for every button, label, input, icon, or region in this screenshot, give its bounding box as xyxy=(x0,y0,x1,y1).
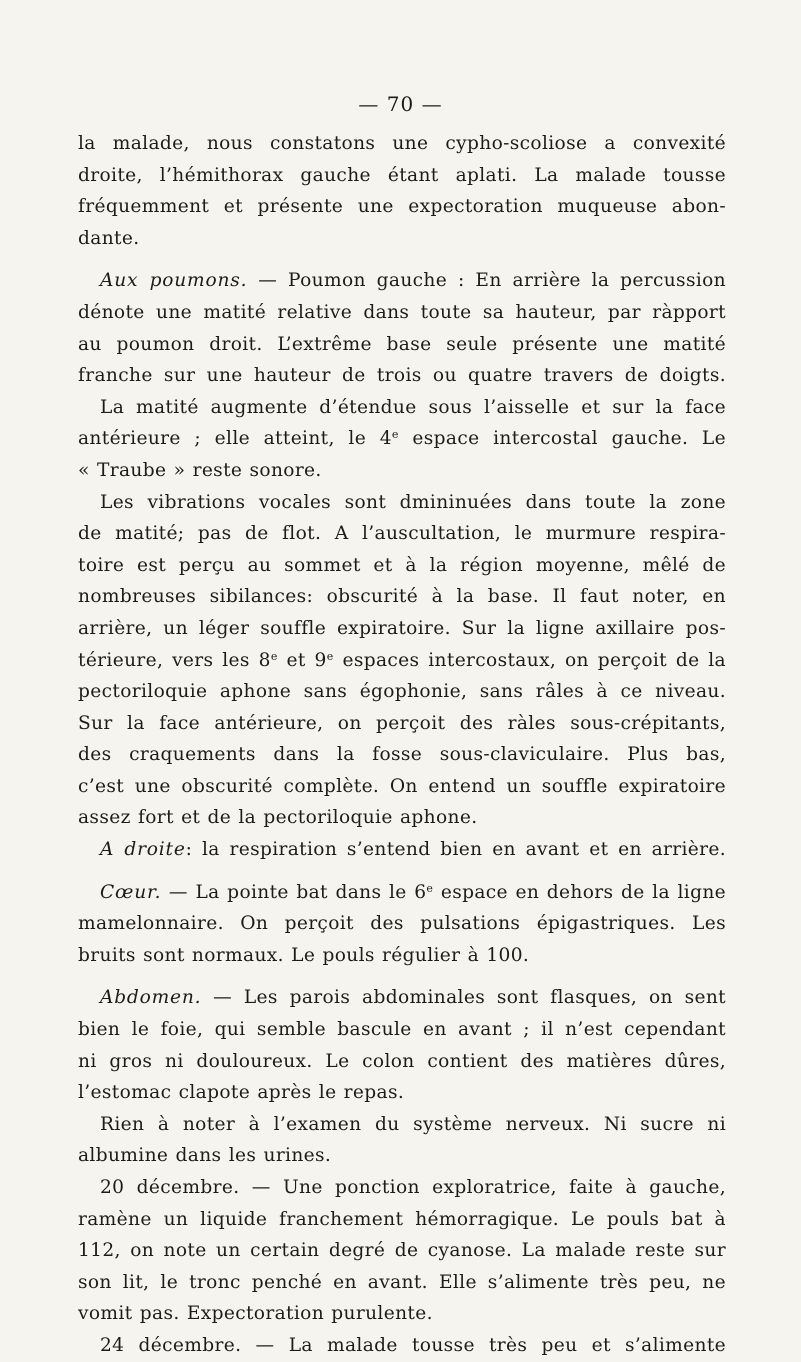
text-line: bruits sont normaux. Le pouls régulier à 100. xyxy=(78,944,530,966)
text-line: la malade, nous constatons une cypho-scoliose a convexité xyxy=(78,133,726,154)
text-fragment: espaces intercostaux, on perçoit de la xyxy=(333,649,726,671)
text-line: au poumon droit. L’extrême base seule présente une matité xyxy=(78,333,726,355)
text-line: de matité; pas de flot. A l’auscultation, le murmure respira- xyxy=(78,523,726,545)
text-line: 20 décembre. — Une ponction exploratrice, faite à gauche, xyxy=(100,1177,726,1198)
text-line: albumine dans les urines. xyxy=(78,1145,332,1167)
text-line: 112, on note un certain degré de cyanose. La malade reste sur xyxy=(78,1240,726,1262)
text-line: l’estomac clapote après le repas. xyxy=(78,1082,405,1104)
text-line: c’est une obscurité complète. On entend un souffle expiratoire xyxy=(78,775,726,797)
text-fragment: — La pointe bat dans le 6 xyxy=(161,881,427,903)
text-line: arrière, un léger souffle expiratoire. Sur la ligne axillaire pos- xyxy=(78,617,726,639)
body-text xyxy=(78,128,726,1362)
text-fragment: — Poumon gauche : En arrière la percussion xyxy=(258,270,727,292)
section-line-coeur xyxy=(78,877,726,909)
text-line: Les vibrations vocales sont dmininuées dans toute la zone xyxy=(100,491,726,513)
text-line: fréquemment et présente une expectoration muqueuse abon- xyxy=(78,196,726,218)
text-line: toire est perçu au sommet et à la région moyenne, mêlé de xyxy=(78,554,726,576)
section-line-poumons xyxy=(78,265,726,297)
text-line: des craquements dans la fosse sous-claviculaire. Plus bas, xyxy=(78,744,726,766)
text-line: assez fort et de la pectoriloquie aphone. xyxy=(78,807,478,829)
text-fragment: : la respiration s’entend bien en avant et en arrière. xyxy=(185,839,726,861)
text-fragment: espace intercostal gauche. Le xyxy=(398,428,726,450)
superscript: e xyxy=(426,881,434,895)
superscript: e xyxy=(326,649,334,663)
text-fragment: et 9 xyxy=(277,649,327,671)
text-line: Sur la face antérieure, on perçoit des ràles sous-crépitants, xyxy=(78,712,726,734)
text-line xyxy=(78,423,726,455)
text-line: mamelonnaire. On perçoit des pulsations épigastriques. Les xyxy=(78,913,726,935)
superscript: e xyxy=(391,428,399,442)
text-line: dante. xyxy=(78,227,140,249)
text-fragment: térieure, vers les 8 xyxy=(78,649,271,671)
text-line: « Traube » reste sonore. xyxy=(78,459,322,481)
text-line: dénote une matité relative dans toute sa hauteur, par ràpport xyxy=(78,301,726,323)
text-line: son lit, le tronc penché en avant. Elle s’alimente très peu, ne xyxy=(78,1271,726,1293)
text-fragment: antérieure ; elle atteint, le 4 xyxy=(78,428,392,450)
text-line: ni gros ni douloureux. Le colon contient des matières dûres, xyxy=(78,1050,726,1072)
paragraph-gap xyxy=(78,971,726,982)
page-number: — 70 — xyxy=(358,92,443,116)
section-line-droite xyxy=(78,834,726,866)
text-line: ramène un liquide franchement hémorragique. Le pouls bat à xyxy=(78,1208,726,1230)
superscript: e xyxy=(270,649,278,663)
text-line: franche sur une hauteur de trois ou quatre travers de doigts. xyxy=(78,365,726,387)
text-line: vomit pas. Expectoration purulente. xyxy=(78,1303,433,1325)
text-line: La matité augmente d’étendue sous l’aisselle et sur la face xyxy=(100,396,726,418)
paragraph-gap xyxy=(78,866,726,877)
text-line: Rien à noter à l’examen du système nerveux. Ni sucre ni xyxy=(100,1113,726,1135)
heading-aux-poumons: Aux poumons. xyxy=(100,270,248,292)
text-fragment: espace en dehors de la ligne xyxy=(433,881,726,903)
text-line xyxy=(78,645,726,677)
paragraph-gap xyxy=(78,254,726,265)
text-line: nombreuses sibilances: obscurité à la base. Il faut noter, en xyxy=(78,586,726,608)
heading-coeur: Cœur. xyxy=(100,881,162,903)
text-line: droite, l’hémithorax gauche étant aplati. La malade tousse xyxy=(78,164,726,186)
section-line-abdomen xyxy=(78,982,726,1014)
text-line: 24 décembre. — La malade tousse très peu et s’alimente xyxy=(100,1334,726,1356)
text-fragment: — Les parois abdominales sont flasques, on sent xyxy=(201,987,726,1009)
heading-a-droite: A droite xyxy=(100,839,186,861)
text-line: bien le foie, qui semble bascule en avant ; il n’est cependant xyxy=(78,1019,726,1041)
text-line: pectoriloquie aphone sans égophonie, sans râles à ce niveau. xyxy=(78,681,726,703)
heading-abdomen: Abdomen. xyxy=(100,987,202,1009)
